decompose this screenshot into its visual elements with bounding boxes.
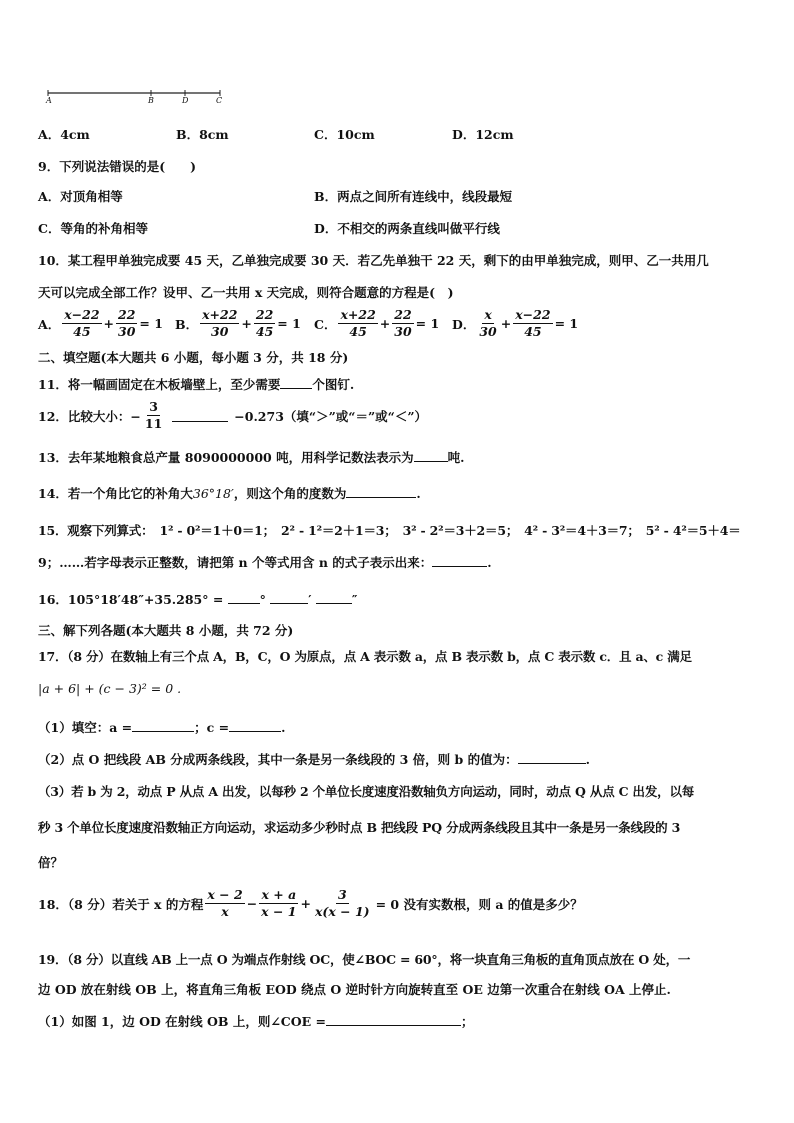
q19-part1-text: （1）如图 1，边 OD 在射线 OB 上，则∠COE =: [38, 1014, 327, 1029]
q17-a-blank[interactable]: [132, 719, 194, 732]
q10-option-c-op: +: [379, 316, 391, 331]
frac-numerator: x + a: [261, 887, 297, 902]
q10-option-a[interactable]: [38, 308, 163, 339]
frac-denominator: x(x − 1): [314, 904, 370, 919]
section-3-heading: 三、解下列各题(本大题共 8 小题，共 72 分): [38, 623, 294, 638]
q16-minute-blank[interactable]: [270, 591, 308, 604]
q17-part1-text-c: .: [281, 720, 286, 735]
q17-part3-line3: 倍？: [38, 855, 64, 870]
q18-text-b: = 0 没有实数根，则 a 的值是多少？: [375, 896, 583, 912]
q8-option-a[interactable]: A．4cm: [38, 127, 90, 142]
q17-part1-text-b: ；c =: [194, 720, 230, 735]
q12-text-b: −0.273（填“＞”或“＝”或“＜”）: [234, 408, 428, 424]
q16-text-a: 16．105°18′48″+35.285° =: [38, 592, 224, 607]
q9-option-a[interactable]: A．对顶角相等: [38, 189, 123, 204]
q16-degree-blank[interactable]: [228, 591, 260, 604]
frac-denominator: 11: [144, 416, 163, 431]
q12-answer-blank[interactable]: [172, 409, 228, 422]
q10-option-d-op: +: [500, 316, 512, 331]
q10-option-c-rhs: = 1: [415, 316, 440, 331]
q18-frac1: [205, 888, 244, 919]
q19-part1-end: ；: [461, 1014, 474, 1029]
frac-numerator: x − 2: [207, 887, 243, 902]
q15-line1: 15．观察下列算式： 1² - 0²＝1＋0＝1； 2² - 1²＝2＋1＝3； 3² - 2²＝3＋2＝5； 4² - 3²＝4＋3＝7； 5² - 4²＝5＋4＝: [38, 523, 741, 538]
q10-option-b-letter: B．: [175, 316, 199, 332]
q12: [38, 400, 427, 431]
q9-options-row1: [38, 187, 778, 205]
q10-option-a-frac1: [62, 308, 101, 339]
q11: [38, 375, 354, 393]
q10-line2: 天可以完成全部工作？设甲、乙一共用 x 天完成，则符合题意的方程是( ): [38, 285, 454, 300]
point-label-c: C: [216, 96, 223, 105]
q8-option-d[interactable]: D．12cm: [452, 127, 514, 142]
q17-part2: [38, 750, 590, 768]
q18-op1: −: [246, 896, 258, 911]
q13: [38, 448, 464, 466]
q11-text-b: 个图钉.: [312, 377, 355, 392]
q10-line1: 10．某工程甲单独完成要 45 天，乙单独完成要 30 天．若乙先单独干 22 天，剩下的由甲单独完成，则甲、乙一共用几: [38, 253, 709, 268]
q14-answer-blank[interactable]: [346, 485, 416, 498]
q18-text-a: 18．（8 分）若关于 x 的方程: [38, 896, 204, 912]
q10-option-c-frac1: [338, 308, 377, 339]
q17-part1: [38, 718, 285, 736]
q16: [38, 590, 358, 608]
q9-option-c[interactable]: C．等角的补角相等: [38, 221, 148, 236]
point-label-b: B: [148, 96, 154, 105]
frac-denominator: 30: [211, 324, 229, 339]
q15-line2: [38, 553, 492, 571]
q8-options: [38, 125, 778, 143]
q10-option-b-frac2: [254, 308, 275, 339]
q11-text-a: 11．将一幅画固定在木板墙壁上，至少需要: [38, 377, 281, 392]
q14-text-a: 14．若一个角比它的补角大: [38, 486, 193, 501]
q10-option-b[interactable]: [175, 308, 301, 339]
frac-numerator: 3: [149, 399, 158, 414]
segment-figure: [44, 88, 234, 108]
q12-text-a: 12．比较大小：−: [38, 408, 141, 424]
q19-line2: 边 OD 放在射线 OB 上，将直角三角板 EOD 绕点 O 逆时针方向旋转直至 OE 边第一次重合在射线 OA 上停止.: [38, 982, 671, 997]
q14-angle: 36°18′: [192, 486, 234, 501]
q17-part3-line2: 秒 3 个单位长度速度沿数轴正方向运动，求运动多少秒时点 B 把线段 PQ 分成两条线段且其中一条是另一条线段的 3: [38, 820, 681, 835]
q16-second-blank[interactable]: [316, 591, 352, 604]
q12-fraction: [143, 400, 164, 431]
segment-line: [44, 88, 234, 108]
point-label-d: D: [182, 96, 189, 105]
frac-numerator: x−22: [64, 307, 100, 322]
q13-text-a: 13．去年某地粮食总产量 8090000000 吨，用科学记数法表示为: [38, 450, 414, 465]
q9-option-b[interactable]: B．两点之间所有连线中，线段最短: [314, 189, 513, 204]
q10-option-c-letter: C．: [314, 316, 337, 332]
q9-option-d[interactable]: D．不相交的两条直线叫做平行线: [314, 221, 500, 236]
frac-numerator: 22: [394, 307, 412, 322]
frac-denominator: 45: [255, 324, 274, 339]
q10-option-a-op: +: [103, 316, 115, 331]
q14-text-b: ，则这个角的度数为: [233, 486, 347, 501]
q8-option-b[interactable]: B．8cm: [176, 127, 229, 142]
q10-option-d-frac1: [477, 308, 498, 339]
q10-option-b-op: +: [241, 316, 252, 331]
q9-options-row2: [38, 219, 778, 237]
q17-part2-text: （2）点 O 把线段 AB 分成两条线段，其中一条是另一条线段的 3 倍，则 b 的值为：: [38, 752, 518, 767]
frac-numerator: 22: [255, 307, 274, 322]
q19-line1: 19．（8 分）以直线 AB 上一点 O 为端点作射线 OC，使∠BOC = 60°，将一块直角三角板的直角顶点放在 O 处，一: [38, 952, 691, 967]
q10-options: [38, 308, 778, 344]
q18-op2: +: [300, 896, 311, 911]
q17-b-blank[interactable]: [518, 751, 586, 764]
q17-c-blank[interactable]: [229, 719, 281, 732]
q18-frac3: [313, 888, 372, 919]
q10-option-d-rhs: = 1: [554, 316, 579, 331]
q13-text-b: 吨.: [447, 450, 465, 465]
frac-denominator: 30: [118, 324, 136, 339]
frac-denominator: 30: [479, 324, 497, 339]
q10-option-a-letter: A．: [38, 316, 61, 332]
q17-part3-line1: （3）若 b 为 2，动点 P 从点 A 出发，以每秒 2 个单位长度速度沿数轴负方向运动，同时，动点 Q 从点 C 出发，以每: [38, 784, 695, 799]
frac-denominator: x − 1: [261, 904, 297, 919]
q11-answer-blank[interactable]: [280, 376, 312, 389]
q15-text-a: 9；……若字母表示正整数，请把第 n 个等式用含 n 的式子表示出来：: [38, 555, 433, 570]
q10-option-d-frac2: [513, 308, 552, 339]
q19-part1: [38, 1012, 474, 1030]
q10-option-b-rhs: = 1: [277, 316, 301, 331]
frac-numerator: x+22: [340, 307, 376, 322]
q10-option-d-letter: D．: [452, 316, 476, 332]
q10-option-a-frac2: [116, 308, 137, 339]
frac-numerator: x−22: [515, 307, 551, 322]
frac-denominator: 45: [73, 324, 91, 339]
q17-part1-text-a: （1）填空：a =: [38, 720, 133, 735]
q10-option-c[interactable]: [314, 308, 439, 339]
q15-answer-blank[interactable]: [432, 554, 487, 567]
q17-condition: |a + 6| + (c − 3)² = 0 .: [38, 681, 182, 696]
q10-option-b-frac1: [200, 308, 239, 339]
frac-denominator: 45: [524, 324, 542, 339]
frac-numerator: x: [484, 307, 492, 322]
q10-option-d[interactable]: [452, 308, 578, 339]
q13-answer-blank[interactable]: [414, 449, 448, 462]
point-label-a: A: [46, 96, 52, 105]
q14-text-c: .: [416, 486, 421, 501]
q10-option-a-rhs: = 1: [139, 316, 163, 331]
q9-stem: 9．下列说法错误的是( ): [38, 159, 197, 174]
q16-degree-mark: °: [259, 592, 266, 607]
q14: [38, 484, 421, 502]
q18-frac2: [259, 888, 298, 919]
q15-text-b: .: [487, 555, 492, 570]
q10-option-c-frac2: [392, 308, 413, 339]
frac-denominator: 30: [394, 324, 412, 339]
frac-numerator: 22: [118, 307, 136, 322]
section-2-heading: 二、填空题(本大题共 6 小题，每小题 3 分，共 18 分): [38, 350, 349, 365]
q17-line1: 17．（8 分）在数轴上有三个点 A，B，C，O 为原点，点 A 表示数 a，点 B 表示数 b，点 C 表示数 c．且 a、c 满足: [38, 649, 692, 664]
frac-denominator: 45: [349, 324, 367, 339]
frac-numerator: x+22: [202, 307, 238, 322]
q8-option-c[interactable]: C．10cm: [314, 127, 375, 142]
q19-answer-blank[interactable]: [326, 1013, 461, 1026]
q16-second-mark: ″: [351, 592, 358, 607]
q16-minute-mark: ′: [308, 592, 312, 607]
frac-numerator: 3: [337, 887, 347, 902]
q17-part2-end: .: [585, 752, 590, 767]
frac-denominator: x: [221, 904, 229, 919]
q18: [38, 888, 583, 919]
